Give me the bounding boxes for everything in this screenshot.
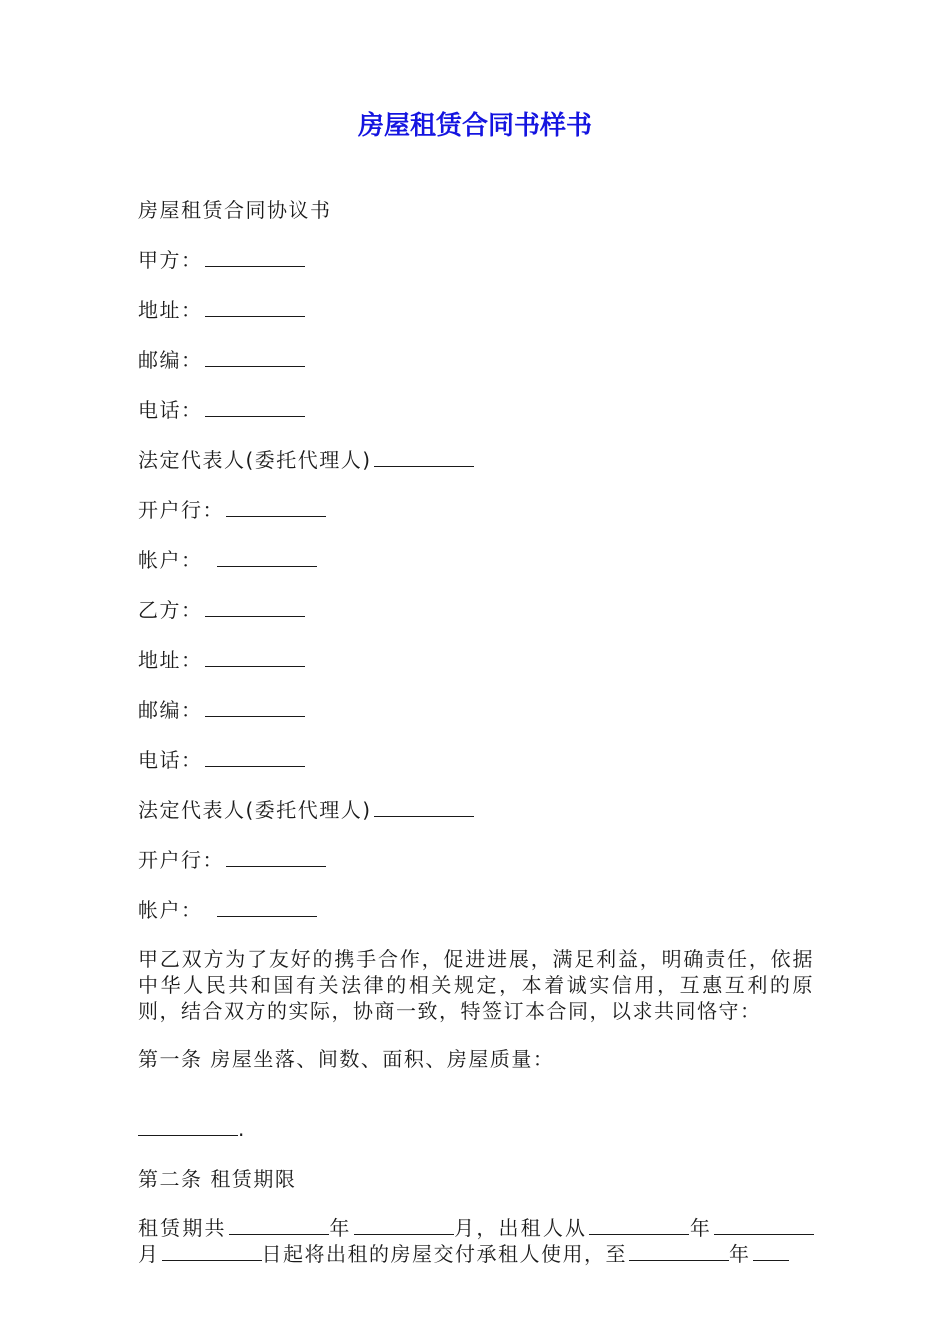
party-a-address-blank xyxy=(205,298,305,317)
party-a-rep-line xyxy=(138,446,814,475)
start-day-blank xyxy=(162,1242,262,1261)
party-b-postcode-label: 邮编： xyxy=(138,698,203,722)
lease-term-months-blank xyxy=(354,1216,454,1235)
party-b-bank-line xyxy=(138,846,814,875)
party-a-postcode-label: 邮编： xyxy=(138,348,203,372)
party-b-rep-blank xyxy=(374,798,474,817)
party-b-postcode-blank xyxy=(205,698,305,717)
party-a-rep-blank xyxy=(374,448,474,467)
party-a-rep-label: 法定代表人(委托代理人) xyxy=(138,448,372,472)
party-b-rep-label: 法定代表人(委托代理人) xyxy=(138,798,372,822)
article-2-text-2: 年 xyxy=(328,1216,352,1240)
party-b-phone-label: 电话： xyxy=(138,748,203,772)
party-b-name-label: 乙方： xyxy=(138,598,203,622)
party-b-postcode-line xyxy=(138,696,814,725)
article-2-text-1: 租赁期共 xyxy=(138,1216,227,1240)
start-year-blank xyxy=(589,1216,689,1235)
party-b-address-line xyxy=(138,646,814,675)
document-title: 房屋租赁合同书样书 xyxy=(357,111,592,141)
party-b-address-label: 地址： xyxy=(138,648,203,672)
party-a-name-label: 甲方： xyxy=(138,248,203,272)
party-b-phone-blank xyxy=(205,748,305,767)
article-2-text-6: 日起将出租的房屋交付承租人使用，至 xyxy=(261,1242,627,1266)
party-b-bank-blank xyxy=(226,848,326,867)
party-a-bank-label: 开户行： xyxy=(138,498,224,522)
article-2-text-3: 月，出租人从 xyxy=(453,1216,588,1240)
article-2-text-4: 年 xyxy=(689,1216,713,1240)
party-a-address-label: 地址： xyxy=(138,298,203,322)
party-a-account-line xyxy=(138,546,814,575)
party-b-bank-label: 开户行： xyxy=(138,848,224,872)
article-2-heading: 第二条 租赁期限 xyxy=(138,1167,297,1191)
party-a-name-line xyxy=(138,246,814,275)
party-a-account-blank xyxy=(217,548,317,567)
document-body xyxy=(138,196,814,1288)
article-2-text-5: 月 xyxy=(138,1242,160,1266)
party-a-phone-label: 电话： xyxy=(138,398,203,422)
start-month-blank xyxy=(714,1216,814,1235)
party-a-address-line xyxy=(138,296,814,325)
party-b-name-line xyxy=(138,596,814,625)
party-a-postcode-blank xyxy=(205,348,305,367)
party-b-name-blank xyxy=(205,598,305,617)
end-month-blank xyxy=(753,1242,789,1261)
article-1-blank-suffix: . xyxy=(238,1117,246,1141)
party-b-address-blank xyxy=(205,648,305,667)
party-b-account-blank xyxy=(217,898,317,917)
party-b-account-label: 帐户： xyxy=(138,898,203,922)
party-a-bank-line xyxy=(138,496,814,525)
preamble-paragraph: 甲乙双方为了友好的携手合作，促进进展，满足利益，明确责任，依据中华人民共和国有关法律的相关规定，本着诚实信用，互惠互利的原则，结合双方的实际，协商一致，特签订本合同，以求共同恪守： xyxy=(138,947,814,1023)
party-b-account-line xyxy=(138,896,814,925)
lease-term-years-blank xyxy=(229,1216,329,1235)
article-2-text-7: 年 xyxy=(729,1242,751,1266)
article-2-paragraph xyxy=(138,1215,814,1267)
end-year-blank xyxy=(629,1242,729,1261)
party-a-phone-line xyxy=(138,396,814,425)
party-b-phone-line xyxy=(138,746,814,775)
article-1-blank xyxy=(138,1117,238,1136)
party-a-account-label: 帐户： xyxy=(138,548,203,572)
party-b-rep-line xyxy=(138,796,814,825)
party-a-postcode-line xyxy=(138,346,814,375)
article-1-heading: 第一条 房屋坐落、间数、面积、房屋质量： xyxy=(138,1047,555,1071)
article-1-blank-line xyxy=(138,1095,814,1144)
party-a-bank-blank xyxy=(226,498,326,517)
party-a-name-blank xyxy=(205,248,305,267)
party-a-phone-blank xyxy=(205,398,305,417)
document-subtitle: 房屋租赁合同协议书 xyxy=(138,198,332,222)
